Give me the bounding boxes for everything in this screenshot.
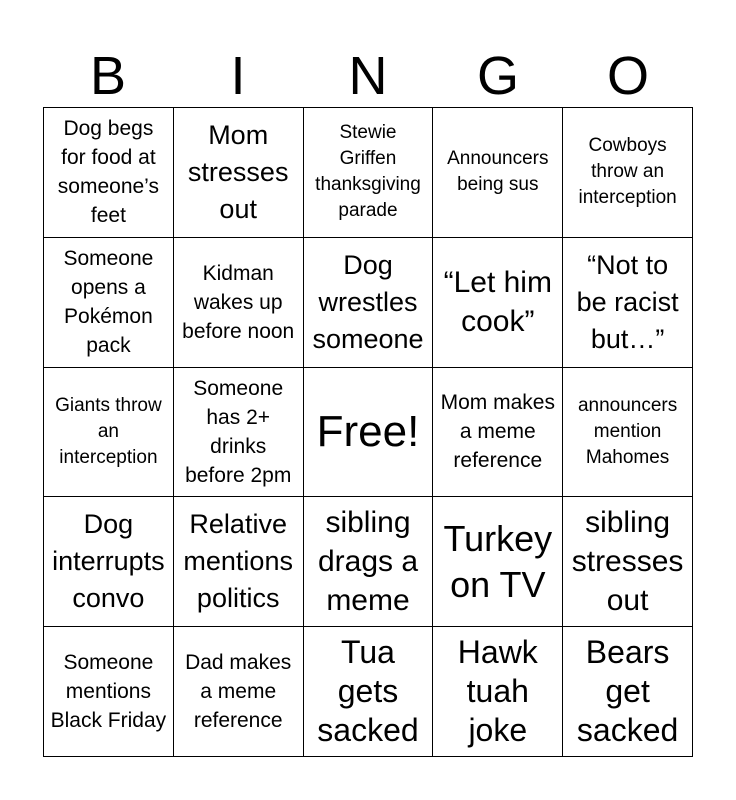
bingo-cell-text: Mom stresses out [187, 119, 289, 224]
bingo-cell-text: Someone opens a Pokémon pack [63, 247, 154, 358]
bingo-cell-text: Dad makes a meme reference [185, 651, 292, 733]
bingo-cell[interactable] [174, 368, 304, 498]
bingo-cell-text: Kidman wakes up before noon [182, 261, 295, 343]
free-space-cell[interactable] [304, 368, 434, 498]
bingo-cell[interactable] [304, 627, 434, 757]
bingo-cell[interactable] [174, 238, 304, 368]
bingo-cell-text: Cowboys throw an interception [578, 135, 677, 209]
bingo-cell[interactable] [44, 627, 174, 757]
header-letter-i: I [230, 46, 246, 106]
bingo-cell-text: Turkey on TV [443, 517, 553, 605]
bingo-cell-text: Relative mentions politics [183, 509, 293, 614]
bingo-cell[interactable] [563, 108, 693, 238]
bingo-cell-text: Announcers being sus [447, 148, 549, 196]
bingo-cell[interactable] [563, 238, 693, 368]
bingo-cell-text: Someone has 2+ drinks before 2pm [185, 376, 292, 487]
bingo-cell-text: Giants throw an interception [55, 394, 162, 468]
bingo-cell-text: Mom makes a meme reference [440, 391, 555, 473]
bingo-cell[interactable] [433, 368, 563, 498]
bingo-header [43, 44, 693, 108]
bingo-cell-text: sibling drags a meme [317, 506, 419, 618]
bingo-cell[interactable] [174, 497, 304, 627]
bingo-cell-text: Dog wrestles someone [312, 249, 424, 354]
bingo-cell-text: Hawk tuah joke [457, 634, 538, 749]
free-space-text: Free! [316, 406, 420, 456]
bingo-cell-text: Someone mentions Black Friday [50, 651, 167, 733]
bingo-cell[interactable] [44, 368, 174, 498]
bingo-cell[interactable] [44, 497, 174, 627]
bingo-cell-text: Dog begs for food at someone’s feet [57, 117, 159, 228]
bingo-cell[interactable] [174, 108, 304, 238]
bingo-cell[interactable] [563, 627, 693, 757]
bingo-cell[interactable] [304, 238, 434, 368]
bingo-cell[interactable] [44, 238, 174, 368]
bingo-cell-text: Dog interrupts convo [52, 509, 165, 614]
header-letter-n: N [348, 46, 388, 106]
bingo-cell[interactable] [304, 108, 434, 238]
bingo-cell-text: “Let him cook” [443, 266, 552, 339]
bingo-cell[interactable] [563, 497, 693, 627]
bingo-cell-text: announcers mention Mahomes [577, 394, 678, 468]
header-letter-o: O [606, 46, 649, 106]
bingo-cell[interactable] [433, 627, 563, 757]
bingo-cell-text: Tua gets sacked [317, 634, 419, 749]
bingo-cell[interactable] [433, 108, 563, 238]
header-letter-g: G [476, 46, 519, 106]
bingo-cell-text: “Not to be racist but…” [576, 249, 679, 354]
bingo-cell-text: sibling stresses out [571, 506, 684, 618]
bingo-grid [43, 107, 693, 757]
bingo-cell[interactable] [563, 368, 693, 498]
bingo-cell[interactable] [433, 497, 563, 627]
bingo-cell[interactable] [433, 238, 563, 368]
bingo-cell-text: Stewie Griffen thanksgiving parade [315, 122, 421, 222]
bingo-cell-text: Bears get sacked [576, 634, 679, 749]
bingo-cell[interactable] [44, 108, 174, 238]
header-letter-b: B [89, 46, 127, 106]
bingo-cell[interactable] [304, 497, 434, 627]
bingo-cell[interactable] [174, 627, 304, 757]
